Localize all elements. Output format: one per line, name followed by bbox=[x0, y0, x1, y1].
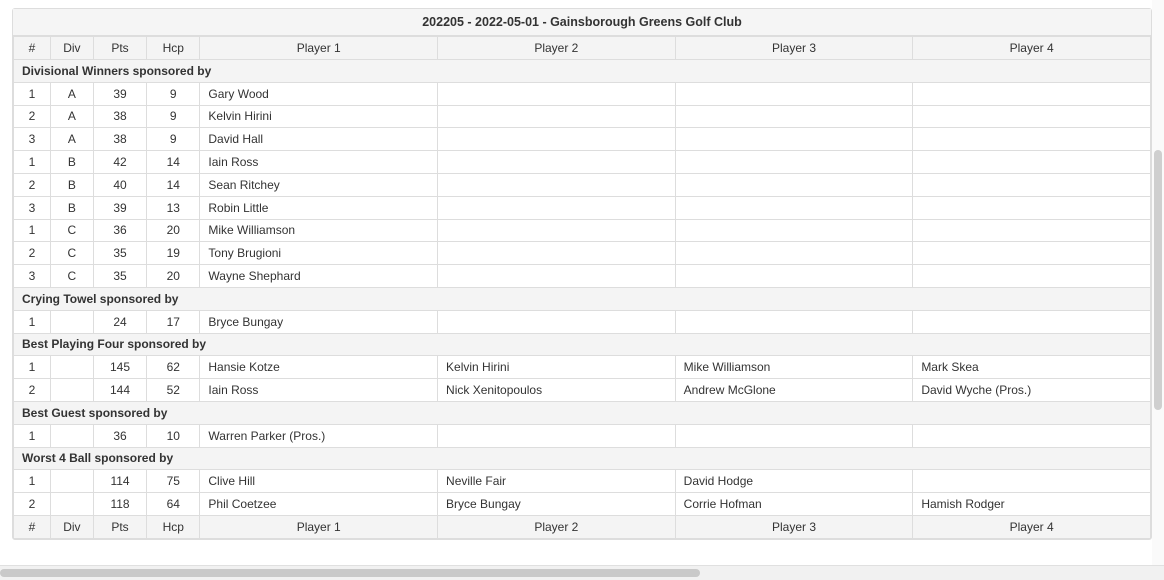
column-header-div[interactable]: Div bbox=[50, 37, 93, 60]
cell-pts: 38 bbox=[93, 128, 146, 151]
cell-pts: 114 bbox=[93, 470, 146, 493]
cell-player-4 bbox=[913, 424, 1151, 447]
table-row[interactable] bbox=[14, 470, 1151, 493]
cell-pts: 35 bbox=[93, 242, 146, 265]
table-row[interactable] bbox=[14, 356, 1151, 379]
cell-div: B bbox=[50, 196, 93, 219]
cell-player-3: Corrie Hofman bbox=[675, 493, 913, 516]
cell-player-1: Hansie Kotze bbox=[200, 356, 438, 379]
cell-player-3 bbox=[675, 128, 913, 151]
section-heading: Divisional Winners sponsored by bbox=[14, 60, 1151, 83]
cell-num: 1 bbox=[14, 424, 51, 447]
column-footer-num: # bbox=[14, 515, 51, 538]
cell-player-1: Sean Ritchey bbox=[200, 173, 438, 196]
cell-player-4 bbox=[913, 151, 1151, 174]
cell-hcp: 9 bbox=[147, 82, 200, 105]
cell-player-1: Tony Brugioni bbox=[200, 242, 438, 265]
column-header-pts[interactable]: Pts bbox=[93, 37, 146, 60]
table-row[interactable] bbox=[14, 173, 1151, 196]
cell-pts: 144 bbox=[93, 379, 146, 402]
cell-player-3 bbox=[675, 310, 913, 333]
horizontal-scrollbar[interactable] bbox=[0, 565, 1164, 580]
section-heading: Worst 4 Ball sponsored by bbox=[14, 447, 1151, 470]
cell-num: 3 bbox=[14, 265, 51, 288]
table-row[interactable] bbox=[14, 310, 1151, 333]
cell-num: 2 bbox=[14, 379, 51, 402]
cell-num: 3 bbox=[14, 128, 51, 151]
cell-player-3 bbox=[675, 265, 913, 288]
section-header-row bbox=[14, 333, 1151, 356]
column-header-hcp[interactable]: Hcp bbox=[147, 37, 200, 60]
column-footer-player-4: Player 4 bbox=[913, 515, 1151, 538]
cell-player-4: Hamish Rodger bbox=[913, 493, 1151, 516]
cell-div: C bbox=[50, 242, 93, 265]
cell-hcp: 9 bbox=[147, 128, 200, 151]
cell-num: 1 bbox=[14, 470, 51, 493]
column-footer-hcp: Hcp bbox=[147, 515, 200, 538]
cell-player-3: Mike Williamson bbox=[675, 356, 913, 379]
cell-pts: 24 bbox=[93, 310, 146, 333]
cell-player-2 bbox=[438, 151, 676, 174]
cell-pts: 36 bbox=[93, 219, 146, 242]
section-header-row bbox=[14, 60, 1151, 83]
cell-hcp: 14 bbox=[147, 151, 200, 174]
table-row[interactable] bbox=[14, 82, 1151, 105]
column-footer-pts: Pts bbox=[93, 515, 146, 538]
table-row[interactable] bbox=[14, 196, 1151, 219]
cell-player-2 bbox=[438, 128, 676, 151]
cell-div bbox=[50, 470, 93, 493]
cell-player-2 bbox=[438, 424, 676, 447]
cell-player-1: Clive Hill bbox=[200, 470, 438, 493]
table-row[interactable] bbox=[14, 105, 1151, 128]
cell-player-2: Bryce Bungay bbox=[438, 493, 676, 516]
cell-player-2 bbox=[438, 196, 676, 219]
column-header-player-3[interactable]: Player 3 bbox=[675, 37, 913, 60]
cell-div bbox=[50, 493, 93, 516]
cell-pts: 40 bbox=[93, 173, 146, 196]
cell-div: A bbox=[50, 82, 93, 105]
cell-player-3 bbox=[675, 424, 913, 447]
cell-player-2 bbox=[438, 242, 676, 265]
cell-hcp: 75 bbox=[147, 470, 200, 493]
horizontal-scrollbar-thumb[interactable] bbox=[0, 569, 700, 577]
cell-pts: 38 bbox=[93, 105, 146, 128]
cell-player-1: Bryce Bungay bbox=[200, 310, 438, 333]
cell-hcp: 14 bbox=[147, 173, 200, 196]
section-heading: Best Playing Four sponsored by bbox=[14, 333, 1151, 356]
cell-hcp: 20 bbox=[147, 219, 200, 242]
cell-player-4 bbox=[913, 219, 1151, 242]
cell-pts: 39 bbox=[93, 82, 146, 105]
section-header-row bbox=[14, 447, 1151, 470]
section-heading: Crying Towel sponsored by bbox=[14, 287, 1151, 310]
cell-num: 2 bbox=[14, 493, 51, 516]
cell-div bbox=[50, 424, 93, 447]
cell-num: 2 bbox=[14, 105, 51, 128]
cell-hcp: 52 bbox=[147, 379, 200, 402]
cell-pts: 35 bbox=[93, 265, 146, 288]
table-row[interactable] bbox=[14, 424, 1151, 447]
cell-div: A bbox=[50, 128, 93, 151]
cell-player-2 bbox=[438, 219, 676, 242]
cell-player-2: Kelvin Hirini bbox=[438, 356, 676, 379]
table-row[interactable] bbox=[14, 128, 1151, 151]
cell-player-1: Robin Little bbox=[200, 196, 438, 219]
cell-player-2 bbox=[438, 265, 676, 288]
cell-hcp: 13 bbox=[147, 196, 200, 219]
cell-player-3 bbox=[675, 151, 913, 174]
cell-hcp: 17 bbox=[147, 310, 200, 333]
table-row[interactable] bbox=[14, 151, 1151, 174]
cell-player-3: Andrew McGlone bbox=[675, 379, 913, 402]
cell-player-4: David Wyche (Pros.) bbox=[913, 379, 1151, 402]
section-heading: Best Guest sponsored by bbox=[14, 401, 1151, 424]
cell-pts: 39 bbox=[93, 196, 146, 219]
cell-num: 1 bbox=[14, 82, 51, 105]
cell-player-4 bbox=[913, 242, 1151, 265]
vertical-scrollbar-thumb[interactable] bbox=[1154, 150, 1162, 410]
results-table bbox=[13, 36, 1151, 539]
cell-player-4 bbox=[913, 128, 1151, 151]
table-row[interactable] bbox=[14, 379, 1151, 402]
cell-div bbox=[50, 379, 93, 402]
section-header-row bbox=[14, 401, 1151, 424]
section-header-row bbox=[14, 287, 1151, 310]
cell-num: 3 bbox=[14, 196, 51, 219]
cell-div: A bbox=[50, 105, 93, 128]
cell-hcp: 10 bbox=[147, 424, 200, 447]
vertical-scrollbar[interactable] bbox=[1152, 0, 1164, 565]
cell-div: B bbox=[50, 173, 93, 196]
cell-player-1: Iain Ross bbox=[200, 151, 438, 174]
cell-div: C bbox=[50, 265, 93, 288]
cell-div bbox=[50, 310, 93, 333]
cell-hcp: 20 bbox=[147, 265, 200, 288]
cell-num: 1 bbox=[14, 310, 51, 333]
cell-player-4 bbox=[913, 470, 1151, 493]
cell-player-3 bbox=[675, 242, 913, 265]
cell-player-2 bbox=[438, 105, 676, 128]
table-row[interactable] bbox=[14, 265, 1151, 288]
cell-player-4 bbox=[913, 173, 1151, 196]
cell-player-1: Iain Ross bbox=[200, 379, 438, 402]
cell-num: 2 bbox=[14, 173, 51, 196]
cell-player-1: Wayne Shephard bbox=[200, 265, 438, 288]
cell-player-1: Gary Wood bbox=[200, 82, 438, 105]
cell-hcp: 64 bbox=[147, 493, 200, 516]
cell-num: 2 bbox=[14, 242, 51, 265]
column-header-num[interactable]: # bbox=[14, 37, 51, 60]
cell-div: B bbox=[50, 151, 93, 174]
column-footer-div: Div bbox=[50, 515, 93, 538]
cell-hcp: 9 bbox=[147, 105, 200, 128]
cell-player-2 bbox=[438, 173, 676, 196]
table-row[interactable] bbox=[14, 219, 1151, 242]
header-row bbox=[14, 37, 1151, 60]
table-row[interactable] bbox=[14, 493, 1151, 516]
cell-player-4 bbox=[913, 265, 1151, 288]
table-footer bbox=[14, 515, 1151, 538]
column-header-player-2[interactable]: Player 2 bbox=[438, 37, 676, 60]
cell-player-3 bbox=[675, 173, 913, 196]
cell-div bbox=[50, 356, 93, 379]
table-header bbox=[14, 37, 1151, 60]
cell-player-3 bbox=[675, 196, 913, 219]
cell-player-1: Mike Williamson bbox=[200, 219, 438, 242]
cell-player-4 bbox=[913, 105, 1151, 128]
cell-num: 1 bbox=[14, 219, 51, 242]
cell-pts: 118 bbox=[93, 493, 146, 516]
cell-player-4 bbox=[913, 82, 1151, 105]
cell-player-1: David Hall bbox=[200, 128, 438, 151]
column-header-player-1[interactable]: Player 1 bbox=[200, 37, 438, 60]
cell-player-1: Kelvin Hirini bbox=[200, 105, 438, 128]
table-body bbox=[14, 60, 1151, 516]
cell-hcp: 62 bbox=[147, 356, 200, 379]
cell-player-4 bbox=[913, 310, 1151, 333]
cell-player-3: David Hodge bbox=[675, 470, 913, 493]
cell-hcp: 19 bbox=[147, 242, 200, 265]
table-row[interactable] bbox=[14, 242, 1151, 265]
cell-num: 1 bbox=[14, 356, 51, 379]
cell-player-2: Nick Xenitopoulos bbox=[438, 379, 676, 402]
cell-div: C bbox=[50, 219, 93, 242]
cell-player-4 bbox=[913, 196, 1151, 219]
column-header-player-4[interactable]: Player 4 bbox=[913, 37, 1151, 60]
cell-player-4: Mark Skea bbox=[913, 356, 1151, 379]
cell-player-1: Phil Coetzee bbox=[200, 493, 438, 516]
column-footer-player-2: Player 2 bbox=[438, 515, 676, 538]
cell-player-1: Warren Parker (Pros.) bbox=[200, 424, 438, 447]
footer-row bbox=[14, 515, 1151, 538]
cell-num: 1 bbox=[14, 151, 51, 174]
cell-player-3 bbox=[675, 219, 913, 242]
report-panel bbox=[12, 8, 1152, 540]
column-footer-player-1: Player 1 bbox=[200, 515, 438, 538]
cell-pts: 36 bbox=[93, 424, 146, 447]
cell-player-2: Neville Fair bbox=[438, 470, 676, 493]
cell-player-2 bbox=[438, 310, 676, 333]
column-footer-player-3: Player 3 bbox=[675, 515, 913, 538]
cell-pts: 145 bbox=[93, 356, 146, 379]
cell-player-3 bbox=[675, 105, 913, 128]
cell-pts: 42 bbox=[93, 151, 146, 174]
page-title: 202205 - 2022-05-01 - Gainsborough Greens Golf Club bbox=[13, 9, 1151, 36]
cell-player-2 bbox=[438, 82, 676, 105]
cell-player-3 bbox=[675, 82, 913, 105]
